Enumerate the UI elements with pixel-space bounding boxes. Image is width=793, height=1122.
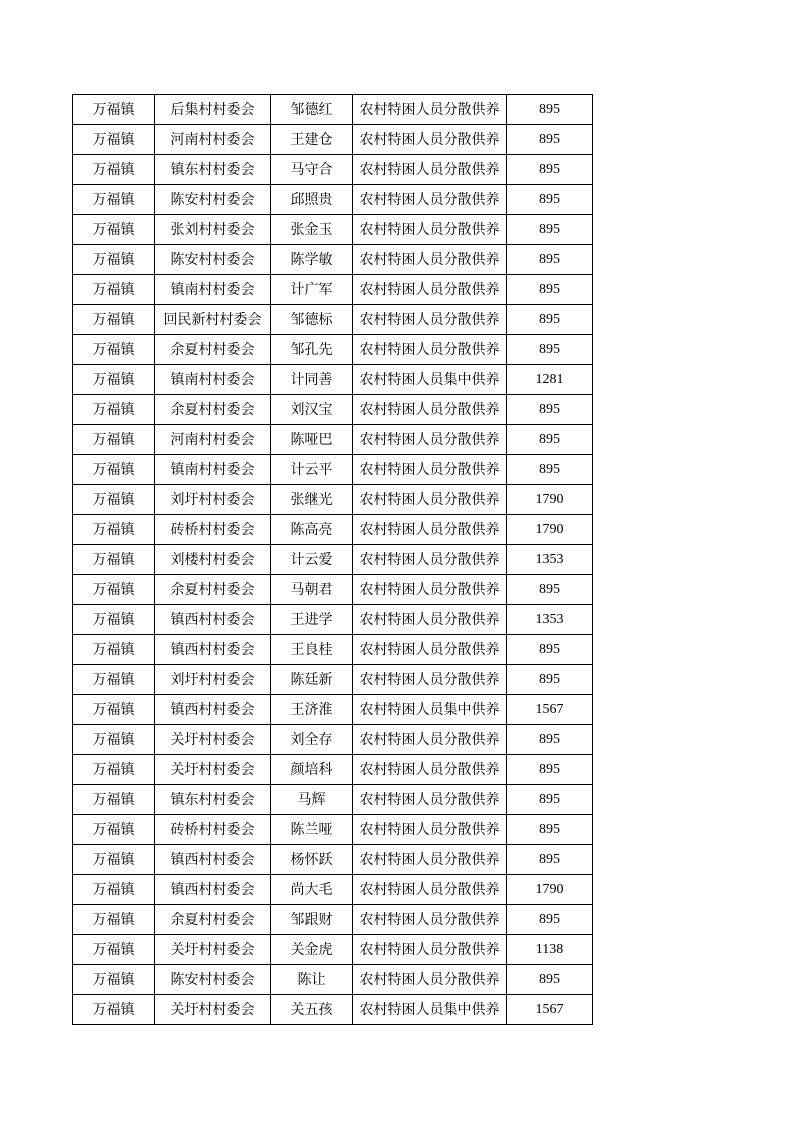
- table-row: [73, 365, 593, 395]
- support-type-cell: 农村特困人员分散供养: [353, 245, 507, 275]
- table-row: [73, 605, 593, 635]
- recipient-name-cell: 马辉: [271, 785, 353, 815]
- amount-cell: 895: [507, 425, 593, 455]
- village-committee-cell: 陈安村村委会: [155, 245, 271, 275]
- support-type-cell: 农村特困人员分散供养: [353, 95, 507, 125]
- amount-cell: 895: [507, 245, 593, 275]
- town-cell: 万福镇: [73, 815, 155, 845]
- village-committee-cell: 河南村村委会: [155, 125, 271, 155]
- recipient-name-cell: 关金虎: [271, 935, 353, 965]
- amount-cell: 895: [507, 155, 593, 185]
- village-committee-cell: 砖桥村村委会: [155, 815, 271, 845]
- recipient-name-cell: 刘全存: [271, 725, 353, 755]
- support-type-cell: 农村特困人员分散供养: [353, 845, 507, 875]
- support-type-cell: 农村特困人员集中供养: [353, 695, 507, 725]
- table-row: [73, 485, 593, 515]
- village-committee-cell: 余夏村村委会: [155, 395, 271, 425]
- town-cell: 万福镇: [73, 995, 155, 1025]
- village-committee-cell: 余夏村村委会: [155, 575, 271, 605]
- amount-cell: 895: [507, 965, 593, 995]
- town-cell: 万福镇: [73, 155, 155, 185]
- village-committee-cell: 刘圩村村委会: [155, 665, 271, 695]
- town-cell: 万福镇: [73, 605, 155, 635]
- town-cell: 万福镇: [73, 335, 155, 365]
- amount-cell: 1567: [507, 995, 593, 1025]
- support-type-cell: 农村特困人员分散供养: [353, 335, 507, 365]
- table-row: [73, 815, 593, 845]
- amount-cell: 895: [507, 725, 593, 755]
- village-committee-cell: 后集村村委会: [155, 95, 271, 125]
- village-committee-cell: 镇西村村委会: [155, 845, 271, 875]
- town-cell: 万福镇: [73, 245, 155, 275]
- amount-cell: 895: [507, 305, 593, 335]
- support-type-cell: 农村特困人员分散供养: [353, 755, 507, 785]
- town-cell: 万福镇: [73, 965, 155, 995]
- table-row: [73, 905, 593, 935]
- amount-cell: 1281: [507, 365, 593, 395]
- recipient-name-cell: 计云平: [271, 455, 353, 485]
- support-type-cell: 农村特困人员分散供养: [353, 635, 507, 665]
- recipient-name-cell: 王良桂: [271, 635, 353, 665]
- table-row: [73, 695, 593, 725]
- amount-cell: 895: [507, 395, 593, 425]
- town-cell: 万福镇: [73, 185, 155, 215]
- town-cell: 万福镇: [73, 875, 155, 905]
- amount-cell: 1567: [507, 695, 593, 725]
- amount-cell: 895: [507, 185, 593, 215]
- village-committee-cell: 河南村村委会: [155, 425, 271, 455]
- village-committee-cell: 镇西村村委会: [155, 605, 271, 635]
- amount-cell: 895: [507, 335, 593, 365]
- table-row: [73, 125, 593, 155]
- support-type-cell: 农村特困人员分散供养: [353, 155, 507, 185]
- amount-cell: 1138: [507, 935, 593, 965]
- support-type-cell: 农村特困人员分散供养: [353, 425, 507, 455]
- village-committee-cell: 镇东村村委会: [155, 155, 271, 185]
- town-cell: 万福镇: [73, 95, 155, 125]
- amount-cell: 895: [507, 905, 593, 935]
- support-type-cell: 农村特困人员集中供养: [353, 365, 507, 395]
- town-cell: 万福镇: [73, 455, 155, 485]
- support-type-cell: 农村特困人员分散供养: [353, 905, 507, 935]
- table-row: [73, 335, 593, 365]
- support-type-cell: 农村特困人员分散供养: [353, 185, 507, 215]
- support-type-cell: 农村特困人员分散供养: [353, 815, 507, 845]
- amount-cell: 895: [507, 215, 593, 245]
- village-committee-cell: 镇南村村委会: [155, 365, 271, 395]
- amount-cell: 895: [507, 665, 593, 695]
- recipient-name-cell: 邹孔先: [271, 335, 353, 365]
- town-cell: 万福镇: [73, 665, 155, 695]
- support-type-cell: 农村特困人员分散供养: [353, 965, 507, 995]
- table-row: [73, 305, 593, 335]
- table-row: [73, 395, 593, 425]
- recipient-name-cell: 刘汉宝: [271, 395, 353, 425]
- town-cell: 万福镇: [73, 725, 155, 755]
- amount-cell: 1790: [507, 875, 593, 905]
- recipient-name-cell: 计同善: [271, 365, 353, 395]
- recipient-name-cell: 计广军: [271, 275, 353, 305]
- amount-cell: 895: [507, 95, 593, 125]
- town-cell: 万福镇: [73, 635, 155, 665]
- village-committee-cell: 砖桥村村委会: [155, 515, 271, 545]
- town-cell: 万福镇: [73, 365, 155, 395]
- village-committee-cell: 镇西村村委会: [155, 875, 271, 905]
- town-cell: 万福镇: [73, 545, 155, 575]
- recipient-name-cell: 马守合: [271, 155, 353, 185]
- support-type-cell: 农村特困人员分散供养: [353, 575, 507, 605]
- village-committee-cell: 陈安村村委会: [155, 185, 271, 215]
- support-type-cell: 农村特困人员分散供养: [353, 605, 507, 635]
- table-row: [73, 515, 593, 545]
- amount-cell: 1790: [507, 515, 593, 545]
- table-row: [73, 545, 593, 575]
- support-type-cell: 农村特困人员分散供养: [353, 455, 507, 485]
- table-row: [73, 935, 593, 965]
- village-committee-cell: 张刘村村委会: [155, 215, 271, 245]
- amount-cell: 895: [507, 455, 593, 485]
- table-row: [73, 965, 593, 995]
- town-cell: 万福镇: [73, 695, 155, 725]
- town-cell: 万福镇: [73, 755, 155, 785]
- town-cell: 万福镇: [73, 275, 155, 305]
- amount-cell: 895: [507, 755, 593, 785]
- support-type-cell: 农村特困人员分散供养: [353, 485, 507, 515]
- town-cell: 万福镇: [73, 395, 155, 425]
- recipient-name-cell: 陈哑巴: [271, 425, 353, 455]
- recipient-name-cell: 邹德红: [271, 95, 353, 125]
- village-committee-cell: 镇西村村委会: [155, 695, 271, 725]
- town-cell: 万福镇: [73, 575, 155, 605]
- village-committee-cell: 关圩村村委会: [155, 935, 271, 965]
- table-row: [73, 575, 593, 605]
- recipient-name-cell: 尚大毛: [271, 875, 353, 905]
- village-committee-cell: 关圩村村委会: [155, 995, 271, 1025]
- town-cell: 万福镇: [73, 485, 155, 515]
- town-cell: 万福镇: [73, 425, 155, 455]
- village-committee-cell: 镇西村村委会: [155, 635, 271, 665]
- support-type-cell: 农村特困人员分散供养: [353, 725, 507, 755]
- village-committee-cell: 陈安村村委会: [155, 965, 271, 995]
- recipient-name-cell: 邹跟财: [271, 905, 353, 935]
- village-committee-cell: 回民新村村委会: [155, 305, 271, 335]
- table-row: [73, 155, 593, 185]
- support-type-cell: 农村特困人员分散供养: [353, 125, 507, 155]
- recipient-name-cell: 杨怀跃: [271, 845, 353, 875]
- table-row: [73, 95, 593, 125]
- village-committee-cell: 镇南村村委会: [155, 275, 271, 305]
- recipient-name-cell: 王济淮: [271, 695, 353, 725]
- recipient-name-cell: 邱照贵: [271, 185, 353, 215]
- recipient-name-cell: 计云爱: [271, 545, 353, 575]
- support-type-cell: 农村特困人员分散供养: [353, 215, 507, 245]
- town-cell: 万福镇: [73, 935, 155, 965]
- support-type-cell: 农村特困人员分散供养: [353, 515, 507, 545]
- town-cell: 万福镇: [73, 785, 155, 815]
- table-row: [73, 755, 593, 785]
- village-committee-cell: 余夏村村委会: [155, 335, 271, 365]
- recipient-name-cell: 王进学: [271, 605, 353, 635]
- table-row: [73, 275, 593, 305]
- amount-cell: 895: [507, 575, 593, 605]
- table-body: [73, 95, 593, 1025]
- recipient-name-cell: 陈高亮: [271, 515, 353, 545]
- table-row: [73, 185, 593, 215]
- recipient-name-cell: 张金玉: [271, 215, 353, 245]
- village-committee-cell: 关圩村村委会: [155, 725, 271, 755]
- table-row: [73, 875, 593, 905]
- village-committee-cell: 余夏村村委会: [155, 905, 271, 935]
- amount-cell: 895: [507, 635, 593, 665]
- support-type-cell: 农村特困人员分散供养: [353, 305, 507, 335]
- town-cell: 万福镇: [73, 515, 155, 545]
- village-committee-cell: 关圩村村委会: [155, 755, 271, 785]
- table-row: [73, 215, 593, 245]
- recipient-name-cell: 陈廷新: [271, 665, 353, 695]
- amount-cell: 895: [507, 125, 593, 155]
- recipient-name-cell: 颜培科: [271, 755, 353, 785]
- recipient-name-cell: 马朝君: [271, 575, 353, 605]
- table-row: [73, 725, 593, 755]
- table-row: [73, 425, 593, 455]
- table-row: [73, 635, 593, 665]
- support-type-cell: 农村特困人员分散供养: [353, 395, 507, 425]
- village-committee-cell: 镇东村村委会: [155, 785, 271, 815]
- amount-cell: 895: [507, 815, 593, 845]
- town-cell: 万福镇: [73, 905, 155, 935]
- recipient-name-cell: 关五孩: [271, 995, 353, 1025]
- town-cell: 万福镇: [73, 845, 155, 875]
- table-row: [73, 455, 593, 485]
- amount-cell: 1790: [507, 485, 593, 515]
- recipient-name-cell: 张继光: [271, 485, 353, 515]
- amount-cell: 1353: [507, 545, 593, 575]
- support-type-cell: 农村特困人员分散供养: [353, 275, 507, 305]
- recipient-name-cell: 王建仓: [271, 125, 353, 155]
- town-cell: 万福镇: [73, 215, 155, 245]
- table-row: [73, 995, 593, 1025]
- town-cell: 万福镇: [73, 125, 155, 155]
- amount-cell: 895: [507, 275, 593, 305]
- table-row: [73, 665, 593, 695]
- town-cell: 万福镇: [73, 305, 155, 335]
- village-committee-cell: 刘圩村村委会: [155, 485, 271, 515]
- amount-cell: 895: [507, 785, 593, 815]
- support-type-cell: 农村特困人员分散供养: [353, 875, 507, 905]
- table-row: [73, 785, 593, 815]
- support-type-cell: 农村特困人员集中供养: [353, 995, 507, 1025]
- recipient-name-cell: 邹德标: [271, 305, 353, 335]
- support-type-cell: 农村特困人员分散供养: [353, 935, 507, 965]
- recipient-name-cell: 陈兰哑: [271, 815, 353, 845]
- village-committee-cell: 镇南村村委会: [155, 455, 271, 485]
- table-row: [73, 245, 593, 275]
- amount-cell: 895: [507, 845, 593, 875]
- support-type-cell: 农村特困人员分散供养: [353, 665, 507, 695]
- support-type-cell: 农村特困人员分散供养: [353, 545, 507, 575]
- support-type-cell: 农村特困人员分散供养: [353, 785, 507, 815]
- table-row: [73, 845, 593, 875]
- relief-recipient-table: [72, 94, 593, 1025]
- village-committee-cell: 刘楼村村委会: [155, 545, 271, 575]
- amount-cell: 1353: [507, 605, 593, 635]
- recipient-name-cell: 陈让: [271, 965, 353, 995]
- recipient-name-cell: 陈学敏: [271, 245, 353, 275]
